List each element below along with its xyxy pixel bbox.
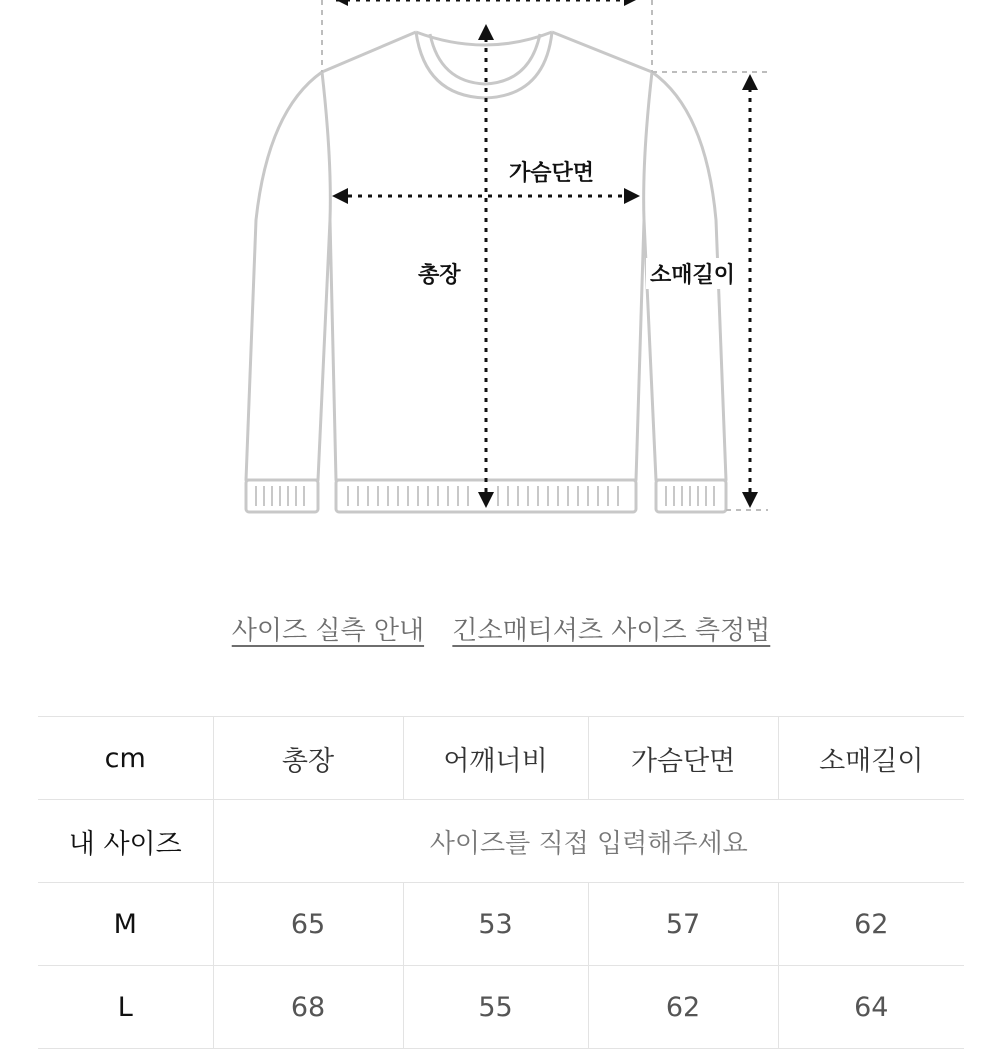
header-cell-unit: cm [38,717,213,800]
length-label: 총장 [414,258,465,289]
table-cell: 57 [588,883,778,966]
table-cell: 68 [213,966,403,1049]
size-table [38,716,964,1049]
table-cell: 64 [778,966,964,1049]
long-sleeve-measure-method-link[interactable]: 긴소매티셔츠 사이즈 측정법 [452,616,771,646]
table-row [38,966,964,1049]
my-size-label: 내 사이즈 [38,800,213,883]
table-cell: 65 [213,883,403,966]
header-cell-length: 총장 [213,717,403,800]
table-cell: 53 [403,883,588,966]
table-cell: 55 [403,966,588,1049]
arrowheads [332,0,758,508]
header-cell-chest: 가슴단면 [588,717,778,800]
table-cell: 62 [588,966,778,1049]
my-size-row[interactable] [38,800,964,883]
header-cell-shoulder: 어깨너비 [403,717,588,800]
table-row [38,883,964,966]
table-header-row [38,717,964,800]
size-label: M [38,883,213,966]
chest-label: 가슴단면 [505,156,598,187]
table-cell: 62 [778,883,964,966]
size-guide-links [0,610,1002,647]
measure-lines [336,0,750,494]
sleeve-label: 소매길이 [646,258,739,289]
shoulder-guides [322,0,768,510]
size-label: L [38,966,213,1049]
size-measurement-guide-link[interactable]: 사이즈 실측 안내 [231,616,425,646]
my-size-input-prompt[interactable]: 사이즈를 직접 입력해주세요 [213,800,964,883]
header-cell-sleeve: 소매길이 [778,717,964,800]
